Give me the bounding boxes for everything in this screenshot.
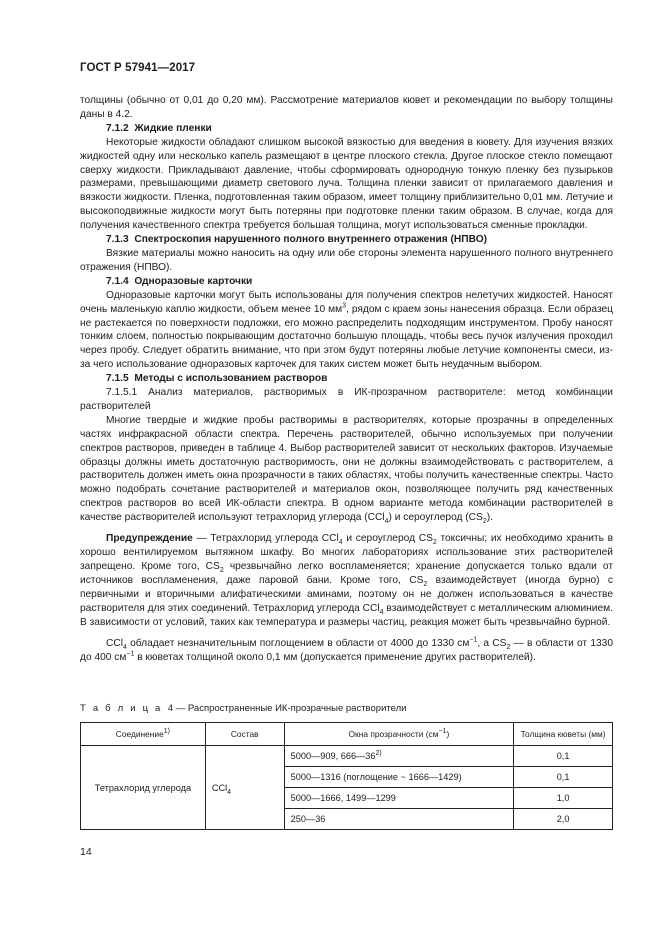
column-header-thickness: Толщина кюветы (мм) [514, 723, 613, 746]
cell-compound: Тетрахлорид углерода [81, 746, 206, 830]
section-number: 7.1.5 [106, 373, 129, 385]
table-caption [80, 703, 406, 714]
text-run: чрезвычайно легко воспламеняется; хранение допускается только вдали от источников воспламенения, даже паровой бани. Кроме того, CS [80, 560, 614, 586]
section-title: Спектроскопия нарушенного полного внутреннего отражения (НПВО) [134, 234, 488, 246]
cell-window: 5000—1666, 1499—1299 [284, 788, 513, 809]
paragraph: Вязкие материалы можно наносить на одну или обе стороны элемента нарушенного полного внутреннего отражения (НПВО). [80, 247, 613, 273]
section-heading-7-1-4 [80, 275, 613, 289]
warning-label: Предупреждение [106, 533, 193, 545]
section-heading-7-1-5 [80, 372, 613, 386]
subscript: 4 [338, 539, 343, 547]
document-header: ГОСТ Р 57941—2017 [80, 62, 196, 74]
warning-paragraph [80, 532, 613, 629]
table-caption-label: Т а б л и ц а [80, 703, 163, 714]
subscript: 4 [379, 608, 384, 616]
section-title: Одноразовые карточки [134, 275, 253, 287]
text-run: Одноразовые карточки могут быть использованы для получения спектров нелетучих жидкостей. Наносят очень маленькую каплю жидкости, объем менее 10 мм [80, 289, 613, 315]
section-number: 7.1.3 [106, 234, 129, 246]
cell-window: 5000—909, 666—36$^{2)}$ [284, 746, 513, 767]
subscript: 4 [122, 644, 127, 652]
column-header-windows: Окна прозрачности $(см^{-1})$ [284, 723, 513, 746]
section-number: 7.1.4 [106, 275, 129, 287]
table-caption-text: 4 — Распространенные ИК-прозрачные растворители [167, 703, 407, 714]
superscript: −1 [126, 650, 135, 658]
text-run: — в области от 1330 до 400 см [80, 638, 613, 664]
page-number: 14 [80, 846, 92, 858]
paragraph: Некоторые жидкости обладают слишком высокой вязкостью для введения в кювету. Для изучения вязких жидкостей одну или несколько капель размещают в центре плоского стекла. Другое плоское стекло помещают сверху жидкости. Прикладывают давление, чтобы сформировать однородную тонкую пленку без пузырьков размерами, превышающими диаметр светового луча. Толщина пленки зависит от прилагаемого давления и вязкости жидкости. Пленка, подготовленная таким образом, имеет толщину приблизительно 0,01 мм. Летучие и высокоподвижные жидкости могут быть потеряны при подготовке пленки таким образом. В случае, когда для получения качественного спектра требуется большая толщина, могут использоваться сменные прокладки. [80, 136, 613, 232]
section-title: Жидкие пленки [134, 122, 212, 134]
cell-thickness: 2,0 [514, 809, 613, 830]
cell-window: 250—36 [284, 809, 513, 830]
subscript: 2 [219, 566, 224, 574]
text-run: , рядом с краем зоны нанесения образца. Если образец не растекается по поверхности подложки, его можно распределить подходящим инструментом. Пробу наносят тонким слоем, полностью покрывающим достаточно большую площадь, чтобы весь пучок излучения проходил через пробу. Следует обратить внимание, что при этом будут потеряны любые летучие компоненты смеси, из-за чего использование одноразовых карточек для таких систем может быть неудачным выбором. [80, 303, 613, 371]
table-header-row [81, 723, 613, 746]
text-run: обладает незначительным поглощением в области от 4000 до 1330 см [126, 638, 470, 650]
superscript: −1 [469, 637, 478, 645]
paragraph: 7.1.5.1 Анализ материалов, растворимых в ИК-прозрачном растворителе: метод комбинации растворителей [80, 387, 613, 412]
body-text [80, 94, 613, 665]
cell-window: 5000—1316 (поглощение ~ 1666—1429) [284, 767, 513, 788]
subscript: 2 [506, 644, 511, 652]
subscript: 2 [482, 518, 487, 526]
text-run: и сероуглерод CS [342, 533, 433, 545]
table-row [81, 746, 613, 767]
column-header-compound: Соединение$^{1)}$ [81, 723, 206, 746]
text-run: , а CS [477, 638, 507, 650]
text-run: Многие твердые и жидкие пробы растворимы в растворителях, которые прозрачны в определенных частях инфракрасной области спектра. Перечень растворителей, обычно используемых при получении спектров растворов, приведен в таблице 4. Выбор растворителей зависит от нескольких факторов. Изучаемые образцы должны иметь достаточную растворимость, они не должны взаимодействовать с растворителем, а растворитель должен иметь окна прозрачности в таких областях, чтобы получить качественные спектры. Часто можно подобрать сочетание растворителей и материалов окон, позволяющее получить ряд качественных спектров растворов во всей ИК-области спектра. В одном варианте метода комбинации растворителей в качестве растворителей используют тетрахлорид углерода (CCl [80, 414, 613, 524]
text-run: взаимодействует с металлическим алюминием. В зависимости от условий, таких как температура и размеры частиц, реакция может быть чрезвычайно бурной. [80, 602, 613, 628]
subscript: 2 [432, 539, 437, 547]
section-heading-7-1-3 [80, 233, 613, 247]
subscript: 2 [423, 580, 428, 588]
column-header-composition: Состав [205, 723, 284, 746]
paragraph [80, 414, 613, 525]
text-run: токсичны; их необходимо хранить в хорошо вентилируемом вытяжном шкафу. Во многих лабораториях использование этих растворителей запрещено. Кроме того, CS [80, 533, 613, 572]
solvents-table [80, 722, 613, 830]
subscript: 4 [384, 518, 389, 526]
cell-thickness: 0,1 [514, 746, 613, 767]
superscript: 3 [342, 302, 347, 310]
cell-thickness: 0,1 [514, 767, 613, 788]
paragraph: толщины (обычно от 0,01 до 0,20 мм). Рассмотрение материалов кювет и рекомендации по выбору толщины даны в 4.2. [80, 95, 613, 120]
text-run: — Тетрахлорид углерода CCl [192, 533, 339, 545]
cell-formula: CCl$_4$ [205, 746, 284, 830]
paragraph [80, 289, 613, 372]
paragraph [80, 637, 613, 665]
text-run: в кюветах толщиной около 0,1 мм (допускается применение других растворителей). [134, 652, 536, 664]
section-heading-7-1-2 [80, 122, 613, 136]
text-run: взаимодействует (иногда бурно) с первичными и вторичными алифатическими аминами, поэтому он не должен использоваться в качестве растворителя для этих соединений. Тетрахлорид углерода CCl [80, 574, 614, 614]
text-run: ). [486, 512, 493, 524]
text-run: ) и сероуглерод (CS [388, 512, 483, 524]
cell-thickness: 1,0 [514, 788, 613, 809]
text-run: CCl [106, 638, 123, 650]
section-number: 7.1.2 [106, 122, 129, 134]
section-title: Методы с использованием растворов [134, 373, 328, 385]
